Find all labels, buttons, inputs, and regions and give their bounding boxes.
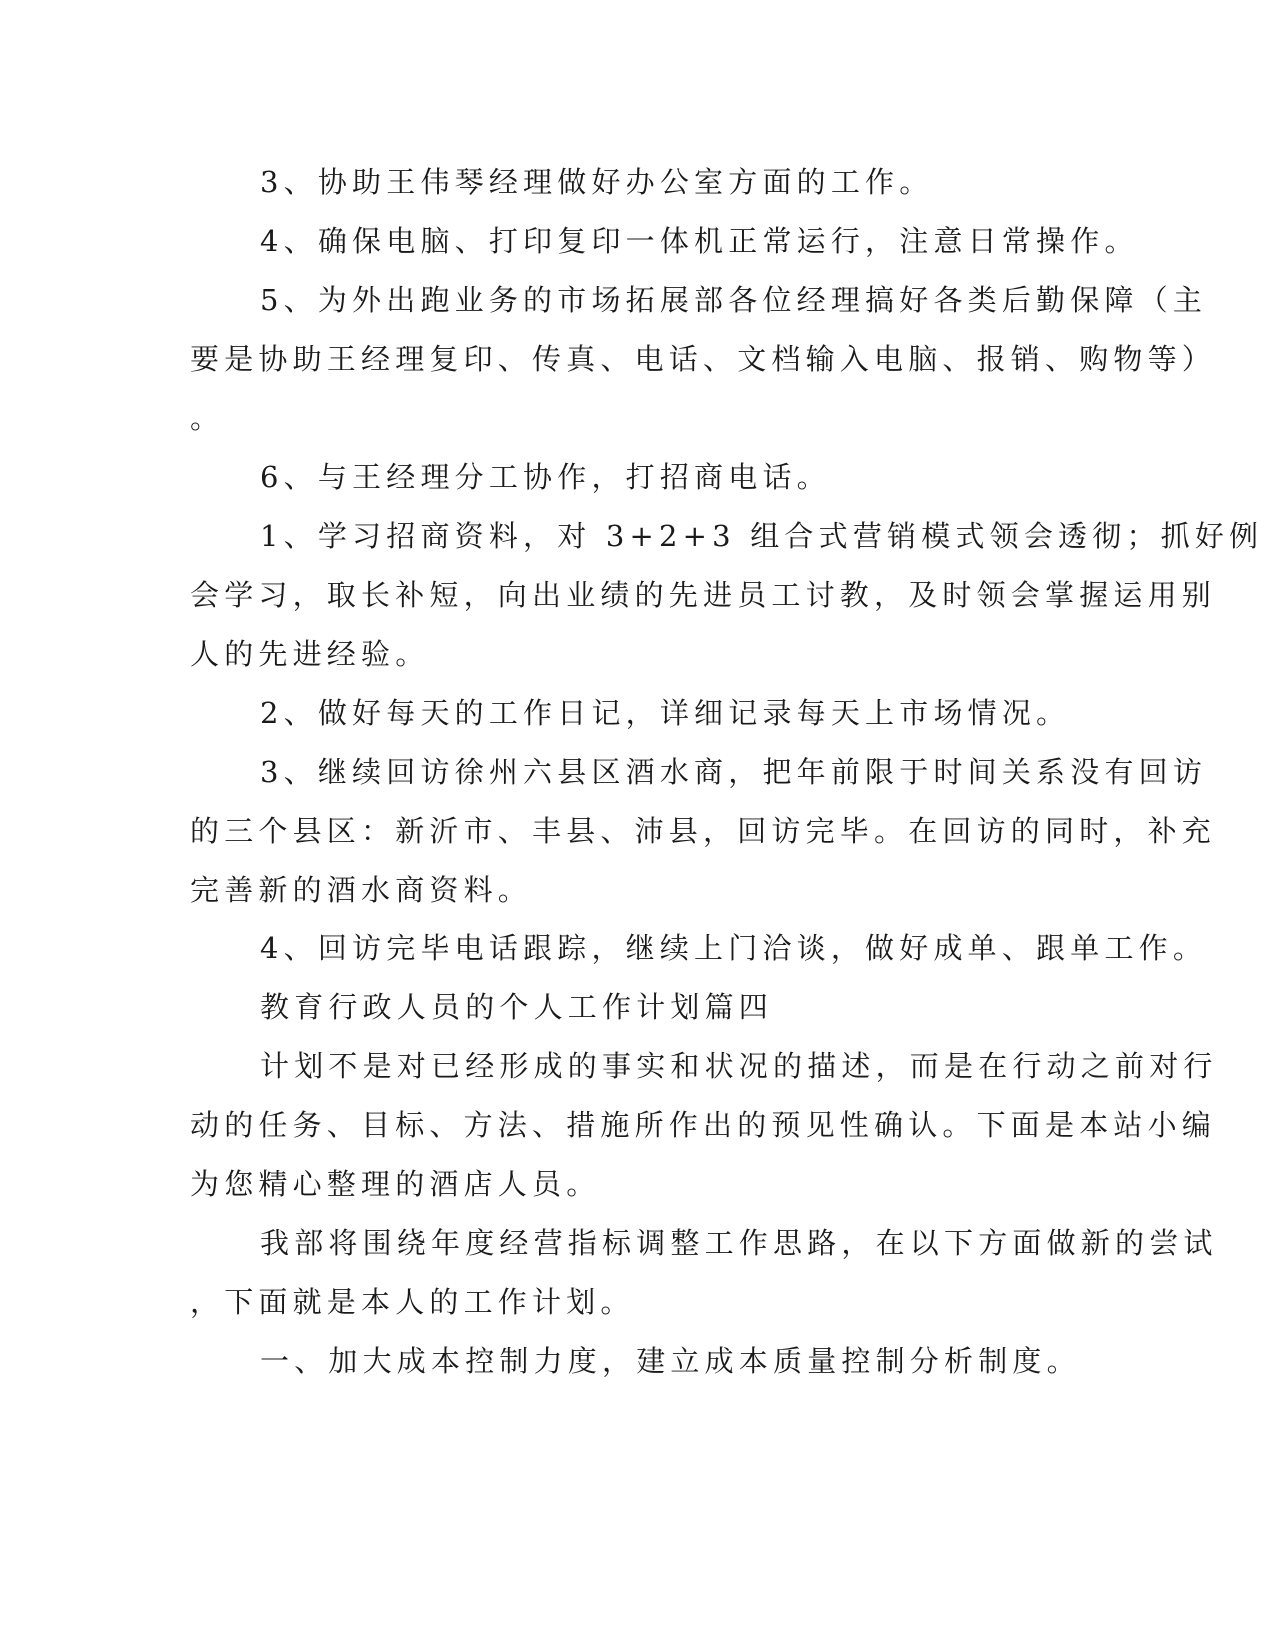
- text-line: 人的先进经验。: [190, 637, 430, 671]
- text-line: 4、回访完毕电话跟踪，继续上门洽谈，做好成单、跟单工作。: [260, 931, 1208, 965]
- text-line: 动的任务、目标、方法、措施所作出的预见性确认。下面是本站小编: [190, 1108, 1217, 1142]
- text-line: 6、与王经理分工协作，打招商电话。: [260, 460, 831, 494]
- text-line: 4、确保电脑、打印复印一体机正常运行，注意日常操作。: [260, 224, 1139, 258]
- text-line: 2、做好每天的工作日记，详细记录每天上市场情况。: [260, 696, 1071, 730]
- text-line: 一、加大成本控制力度，建立成本质量控制分析制度。: [260, 1344, 1081, 1378]
- text-line: 3、协助王伟琴经理做好办公室方面的工作。: [260, 165, 934, 199]
- text-line: ，下面就是本人的工作计划。: [190, 1285, 635, 1319]
- text-line: 3、继续回访徐州六县区酒水商，把年前限于时间关系没有回访: [260, 755, 1208, 789]
- text-line: 5、为外出跑业务的市场拓展部各位经理搞好各类后勤保障（主: [260, 283, 1208, 317]
- text-line: 为您精心整理的酒店人员。: [190, 1167, 601, 1201]
- section-heading: 教育行政人员的个人工作计划篇四: [260, 990, 774, 1024]
- text-line: 1、学习招商资料，对 3+2+3 组合式营销模式领会透彻；抓好例: [260, 519, 1264, 553]
- text-line: 计划不是对已经形成的事实和状况的描述，而是在行动之前对行: [260, 1049, 1218, 1083]
- text-line: 我部将围绕年度经营指标调整工作思路，在以下方面做新的尝试: [260, 1226, 1218, 1260]
- text-line: 。: [190, 401, 225, 435]
- text-line: 的三个县区：新沂市、丰县、沛县，回访完毕。在回访的同时，补充: [190, 814, 1217, 848]
- text-line: 会学习，取长补短，向出业绩的先进员工讨教，及时领会掌握运用别: [190, 578, 1217, 612]
- text-line: 要是协助王经理复印、传真、电话、文档输入电脑、报销、购物等）: [190, 342, 1217, 376]
- text-line: 完善新的酒水商资料。: [190, 873, 533, 907]
